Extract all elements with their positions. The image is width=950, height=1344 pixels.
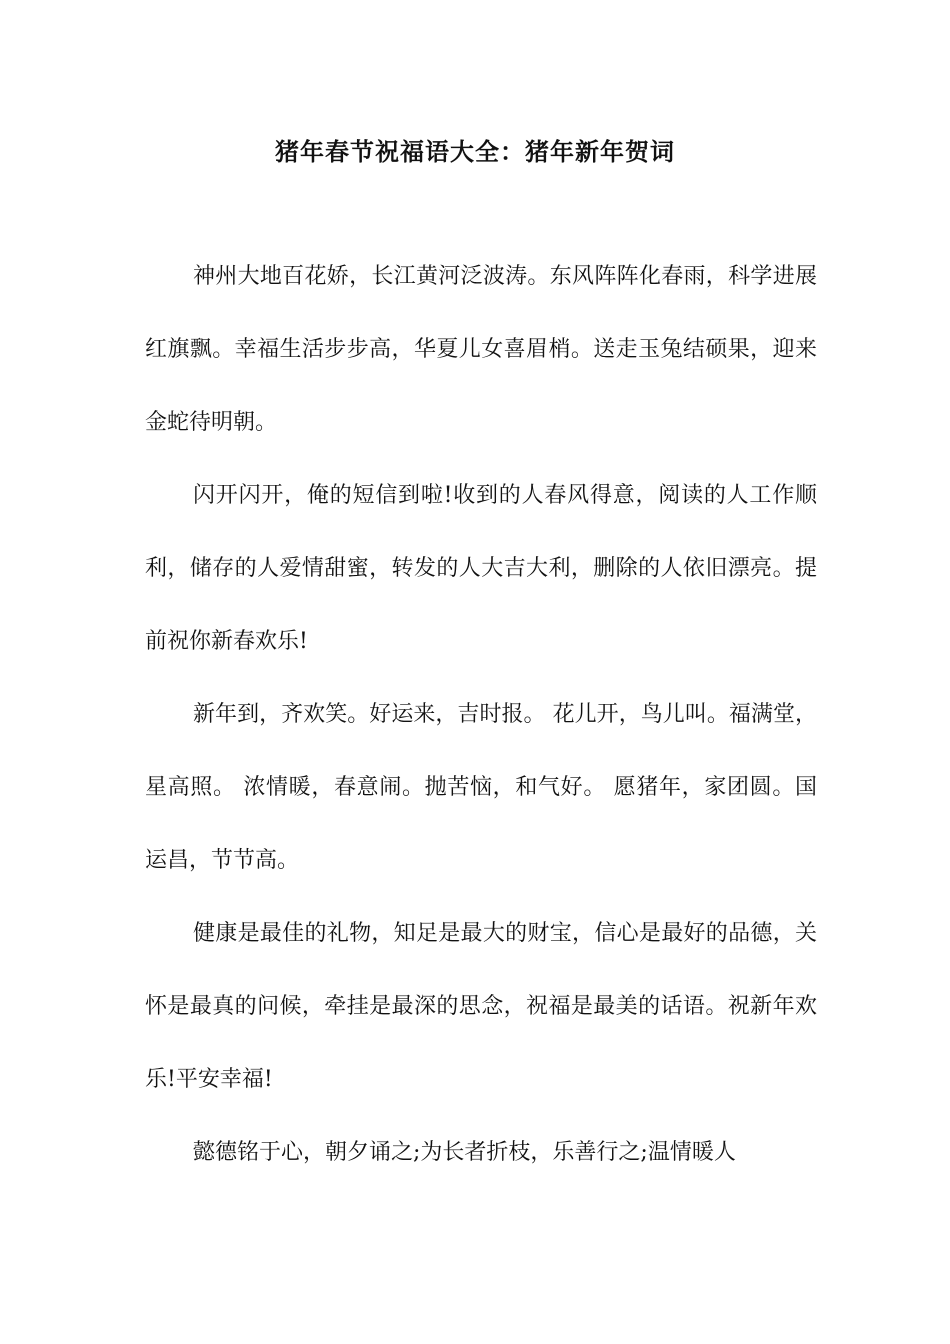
paragraph: 神州大地百花娇，长江黄河泛波涛。东风阵阵化春雨，科学进展红旗飘。幸福生活步步高，华夏儿女喜眉梢。送走玉兔结硕果，迎来金蛇待明朝。 xyxy=(145,264,817,435)
paragraph: 懿德铭于心，朝夕诵之;为长者折枝，乐善行之;温情暖人 xyxy=(193,1140,736,1165)
document-title: 猪年春节祝福语大全：猪年新年贺词 xyxy=(275,137,675,166)
paragraph: 闪开闪开，俺的短信到啦!收到的人春风得意，阅读的人工作顺利，储存的人爱情甜蜜，转发的人大吉大利，删除的人依旧漂亮。提前祝你新春欢乐! xyxy=(145,483,817,654)
paragraph: 健康是最佳的礼物，知足是最大的财宝，信心是最好的品德，关怀是最真的问候，牵挂是最深的思念，祝福是最美的话语。祝新年欢乐!平安幸福! xyxy=(145,921,817,1092)
paragraph: 新年到，齐欢笑。好运来，吉时报。 花儿开，鸟儿叫。福满堂，星高照。 浓情暖，春意闹。抛苦恼，和气好。 愿猪年，家团圆。国运昌，节节高。 xyxy=(145,702,817,873)
document-body xyxy=(145,240,817,1189)
